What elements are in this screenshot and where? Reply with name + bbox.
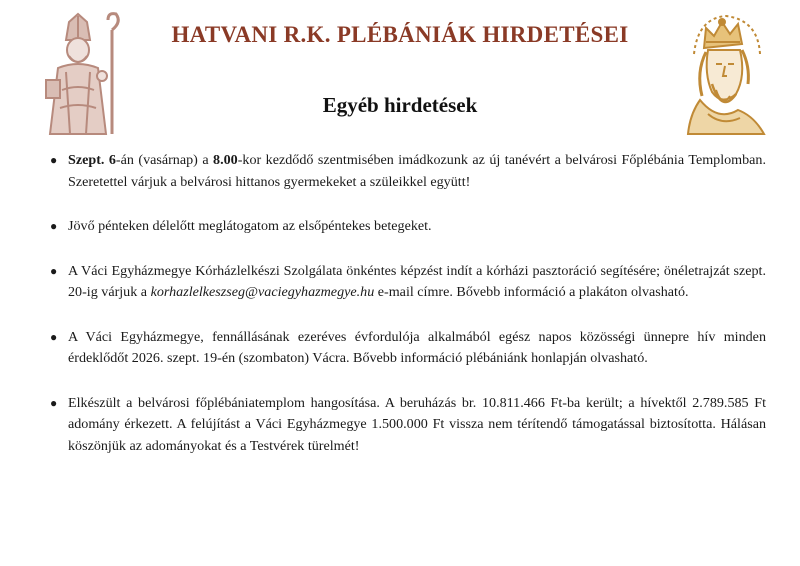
item-text: Elkészült a belvárosi főplébániatemplom hangosítása. A beruházás br. 10.811.466 Ft-ba került; a hívektől 2.789.585 Ft adomány érkezett. A felújítást a Váci Egyházmegye 1.500.000 Ft vissza nem térítendő támogatással biztosította. Hálásan köszönjük az adományokat és a Testvérek türelmét! [68, 394, 766, 454]
announcement-list [50, 150, 766, 480]
bullet-icon: ● [50, 395, 58, 410]
item-text: e-mail címre. Bővebb információ a plakáton olvasható. [374, 284, 689, 300]
bullet-icon: ● [50, 153, 58, 167]
item-text: A Váci Egyházmegye, fennállásának ezeréves évfordulója alkalmából egész napos közösségi ünnepre hív minden érdeklődőt 2026. szept. 19-én (szombaton) Vácra. Bővebb információ plébániánk honlapján olvasható. [68, 328, 766, 366]
list-item [50, 150, 766, 193]
item-text: -kor kezdődő szentmisében imádkozunk az új tanévért a belvárosi Főplébánia Templomban. Szeretettel várjuk a belvárosi hittanos gyermekeket a szüleikkel együtt! [68, 152, 767, 190]
email-address: korhazlelkeszseg@vaciegyhazmegye.hu [150, 284, 375, 300]
date-bold: Szept. 6 [68, 152, 116, 168]
bullet-icon: ● [50, 329, 58, 344]
section-title: Egyéb hirdetések [322, 93, 478, 117]
item-text: -án (vasárnap) a [115, 152, 214, 168]
item-text: Jövő pénteken délelőtt meglátogatom az elsőpéntekes betegeket. [68, 218, 432, 234]
time-bold: 8.00 [213, 152, 238, 168]
list-item [50, 261, 766, 304]
bullet-icon: ● [50, 263, 58, 278]
page-title: HATVANI R.K. PLÉBÁNIÁK HIRDETÉSEI [171, 22, 629, 47]
list-item [50, 393, 766, 458]
item-text: A Váci Egyházmegye Kórházlelkészi Szolgálata önkéntes képzést indít a kórházi pasztoráció segítésére; önéletrajzát szept. 20-ig várjuk a [68, 262, 766, 300]
bullet-icon: ● [50, 219, 58, 233]
list-item [50, 327, 766, 370]
list-item [50, 216, 766, 238]
